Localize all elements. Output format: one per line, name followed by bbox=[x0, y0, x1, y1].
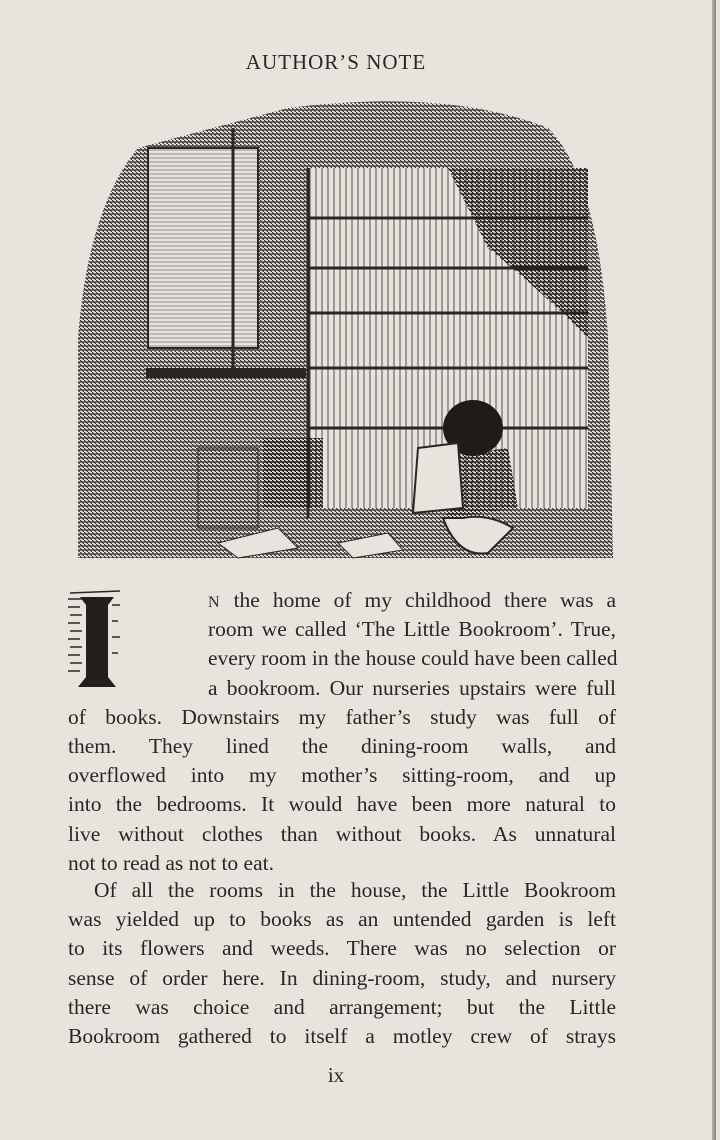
page-edge bbox=[712, 0, 716, 1140]
text-line: to its flowers and weeds. There was no selection or bbox=[68, 936, 616, 961]
bookroom-illustration bbox=[68, 88, 618, 568]
paragraph-1 bbox=[68, 586, 616, 878]
text-line: Bookroom gathered to itself a motley crew of strays bbox=[68, 1023, 616, 1048]
text-line: them. They lined the dining-room walls, and bbox=[68, 733, 616, 758]
text-line: room we called ‘The Little Bookroom’. True, bbox=[208, 617, 616, 642]
text-line: Of all the rooms in the house, the Little Bookroom bbox=[94, 878, 616, 902]
text-line: not to read as not to eat. bbox=[68, 850, 274, 875]
line-text: the home of my childhood there was a bbox=[220, 588, 616, 612]
svg-text:I: I bbox=[97, 645, 98, 646]
running-head: AUTHOR’S NOTE bbox=[245, 50, 427, 74]
text-line: a bookroom. Our nurseries upstairs were full bbox=[208, 675, 616, 700]
paragraph-2 bbox=[68, 876, 616, 1051]
text-line: into the bedrooms. It would have been more natural to bbox=[68, 792, 616, 817]
text-line: overflowed into my mother’s sitting-room, and up bbox=[68, 763, 616, 788]
page-number: ix bbox=[327, 1063, 345, 1087]
smallcaps-text: N bbox=[208, 594, 221, 611]
text-line: sense of order here. In dining-room, study, and nursery bbox=[68, 965, 616, 990]
text-line bbox=[68, 586, 616, 615]
text-line: every room in the house could have been called bbox=[208, 646, 618, 671]
text-line: there was choice and arrangement; but the Little bbox=[68, 994, 616, 1019]
text-line: live without clothes than without books. As unnatural bbox=[68, 821, 616, 846]
text-line: was yielded up to books as an untended garden is left bbox=[68, 907, 616, 932]
text-line: of books. Downstairs my father’s study was full of bbox=[68, 704, 616, 729]
